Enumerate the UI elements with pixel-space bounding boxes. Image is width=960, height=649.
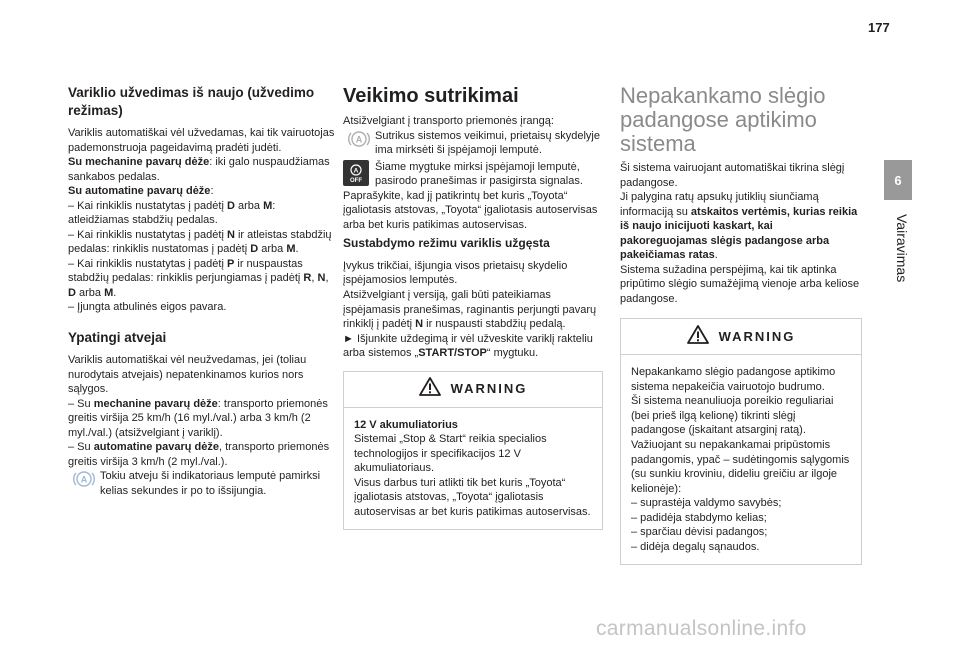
warning-box-battery xyxy=(343,371,603,531)
list-item: – Su mechanine pavarų dėže: transporto priemonės greitis viršija 25 km/h (16 myl./val.) arba 3 km/h (2 myl./val.) (atsižvelgiant į variklį). xyxy=(68,397,328,439)
tyre-pressure-heading: Nepakankamo slėgio padangose aptikimo sistema xyxy=(620,83,826,156)
stall-heading: Sustabdymo režimu variklis užgęsta xyxy=(343,236,550,251)
warning-battery-text-1: Sistemai „Stop & Start“ reikia specialios technologijos ir specifikacijos 12 V akumuliatoriaus. xyxy=(354,433,547,475)
tyre-pressure-text-3: Sistema sužadina perspėjimą, kai tik aptinka pripūtimo slėgio sumažėjimą vienoje arba keliose padangose. xyxy=(620,263,860,305)
list-item: – Įjungta atbulinės eigos pavara. xyxy=(68,301,227,314)
warning-box-tyres xyxy=(620,318,862,565)
list-item: – suprastėja valdymo savybės; xyxy=(631,497,782,510)
stall-text-1: Įvykus trikčiai, išjungia visos prietaisų skydelio įspėjamosios lemputės. xyxy=(343,259,568,287)
chapter-label: Vairavimas xyxy=(894,214,910,283)
warning-header xyxy=(344,372,602,408)
tyre-pressure-text-1: Ši sistema vairuojant automatiškai tikrina slėgį padangose. xyxy=(620,162,845,189)
chapter-tab: 6 xyxy=(884,160,912,200)
special-cases-intro: Variklis automatiškai vėl neužvedamas, jei (toliau nurodytais atvejais) nepatenkinamos kurios nors sąlygos. xyxy=(68,354,307,396)
tyre-pressure-text-2: Ji palygina ratų apsukų jutiklių siunčiamą informaciją su atskaitos vertėmis, kurias reikia iš naujo inicijuoti kaskart, kai pakoreguojamas slėgis padangose arba pakeičiamas ratas. xyxy=(620,191,858,262)
list-item: – Kai rinkiklis nustatytas į padėtį N ir atleistas stabdžių pedalas: rinkiklis nustatomas į padėtį D arba M. xyxy=(68,228,332,256)
svg-text:A: A xyxy=(355,134,363,145)
column-restart xyxy=(68,84,336,499)
warning-tyres-text-2: Ši sistema neanuliuoja poreikio reguliariai (bei prieš ilgą kelionę) tikrinti slėgį padangose (įskaitant atsarginį ratą). xyxy=(631,395,834,437)
button-light-note: A OFF Šiame mygtuke mirksi įspėjamoji lemputė, pasirodo pranešimas ir pasigirsta signalas. xyxy=(343,160,603,189)
contact-dealer-text: Paprašykite, kad jį patikrintų bet kuris „Toyota“ įgaliotasis atstovas, „Toyota“ įgaliotasis autoservisas arba bet kuris patikimas autoservisas. xyxy=(343,189,598,231)
stall-text-2: Atsižvelgiant į versiją, gali būti pateikiamas įspėjamasis pranešimas, raginantis perjungti pavarų rinkiklį į padėtį N ir nuspausti stabdžių pedalą. xyxy=(343,288,597,331)
auto-gearbox-text: Su automatine pavarų dėže: xyxy=(68,185,214,198)
manual-gearbox-text: Su mechanine pavarų dėže: iki galo nuspaudžiamas sankabos pedalas. xyxy=(68,156,330,183)
column-tyre-pressure xyxy=(620,84,862,565)
stop-start-warning-icon xyxy=(343,129,375,149)
restart-heading: Variklio užvedimas iš naujo (užvedimo režimas) xyxy=(68,85,315,118)
warning-title: WARNING xyxy=(718,329,796,345)
warning-light-note: A Sutrikus sistemos veikimui, prietaisų skydelyje ima mirksėti ši įspėjamoji lemputė. xyxy=(343,129,603,158)
list-item: – padidėja stabdymo kelias; xyxy=(631,511,767,524)
column-malfunctions xyxy=(343,84,603,530)
restart-intro: Variklis automatiškai vėl užvedamas, kai tik vairuotojas pademonstruoja pageidavimą pradėti judėti. xyxy=(68,127,335,154)
watermark: carmanualsonline.info xyxy=(596,617,807,640)
stall-text-3: ► Išjunkite uždegimą ir vėl užveskite variklį rakteliu arba sistemos „START/STOP“ mygtuku. xyxy=(343,332,593,360)
malfunctions-heading: Veikimo sutrikimai xyxy=(343,85,519,107)
stop-start-off-button-icon xyxy=(343,160,369,186)
svg-text:A: A xyxy=(80,474,88,485)
warning-triangle-icon xyxy=(419,377,441,400)
stop-start-light-icon xyxy=(68,469,100,489)
warning-battery-text-2: Visus darbus turi atlikti tik bet kuris „Toyota“ įgaliotasis atstovas, „Toyota“ įgaliotasis autoservisas ar bet kuris patikimas autoservisas. xyxy=(354,476,591,518)
warning-title: WARNING xyxy=(450,381,528,397)
warning-battery-heading: 12 V akumuliatorius xyxy=(354,418,458,431)
page-number: 177 xyxy=(868,20,890,35)
list-item: – Kai rinkiklis nustatytas į padėtį P ir nuspaustas stabdžių pedalas: rinkiklis perjungiamas į padėtį R, N, D arba M. xyxy=(68,257,329,299)
warning-triangle-icon xyxy=(687,325,709,348)
list-item: – sparčiau dėvisi padangos; xyxy=(631,526,768,539)
svg-text:OFF: OFF xyxy=(350,177,362,184)
list-item: – Su automatine pavarų dėže, transporto priemonės greitis viršija 3 km/h (2 myl./val.). xyxy=(68,441,330,468)
list-item: – Kai rinkiklis nustatytas į padėtį D arba M: atleidžiamas stabdžių pedalas. xyxy=(68,199,276,227)
malfunctions-intro: Atsižvelgiant į transporto priemonės įrangą: xyxy=(343,115,554,127)
warning-header xyxy=(621,319,861,355)
indicator-note: A Tokiu atveju ši indikatoriaus lemputė pamirksi kelias sekundes ir po to išsijungia. xyxy=(68,469,336,498)
warning-tyres-text-3: Važiuojant su nepakankamai pripūstomis padangomis, ypač – sudėtingomis sąlygomis (su sunkiu kroviniu, dideliu greičiu ar ilgoje kelionėje): xyxy=(631,438,850,495)
special-cases-heading: Ypatingi atvejai xyxy=(68,329,167,345)
svg-text:A: A xyxy=(353,167,359,175)
list-item: – didėja degalų sąnaudos. xyxy=(631,540,760,553)
warning-tyres-text-1: Nepakankamo slėgio padangose aptikimo sistema nepakeičia vairuotojo budrumo. xyxy=(631,366,836,393)
